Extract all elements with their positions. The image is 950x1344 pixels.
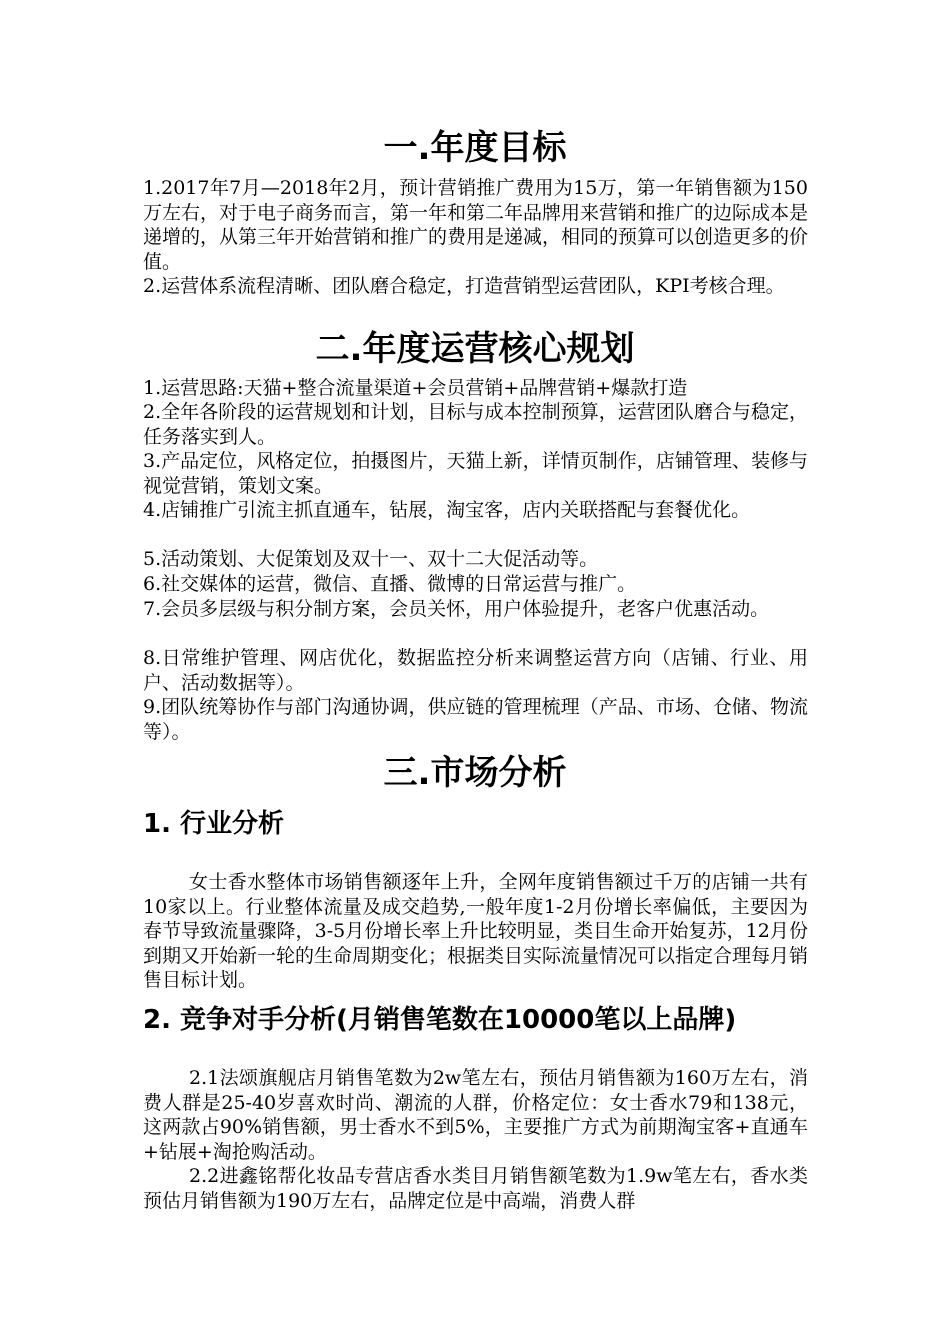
plan-item-1: 1.运营思路:天猫+整合流量渠道+会员营销+品牌营销+爆款打造 bbox=[143, 377, 688, 399]
plan-item-4: 4.店铺推广引流主抓直通车，钻展，淘宝客，店内关联搭配与套餐优化。 bbox=[143, 499, 751, 521]
competitor-paragraph-1: 2.1法颂旗舰店月销售笔数为2w笔左右，预估月销售额为160万左右，消费人群是25-40岁喜欢时尚、潮流的人群，价格定位：女士香水79和138元，这两款占90%销售额，男士香水不到5%，主要推广方式为前期淘宝客+直通车+钻展+淘抢购活动。 bbox=[143, 1067, 808, 1163]
plan-item-6: 6.社交媒体的运营，微信、直播、微博的日常运营与推广。 bbox=[143, 573, 637, 595]
plan-item-5: 5.活动策划、大促策划及双十一、双十二大促活动等。 bbox=[143, 548, 599, 570]
plan-item-3: 3.产品定位，风格定位，拍摄图片，天猫上新，详情页制作，店铺管理、装修与视觉营销，策划文案。 bbox=[143, 450, 808, 497]
plan-item-2: 2.全年各阶段的运营规划和计划，目标与成本控制预算，运营团队磨合与稳定，任务落实到人。 bbox=[143, 401, 808, 448]
industry-analysis-heading: 1. 行业分析 bbox=[143, 809, 285, 839]
plan-item-8: 8.日常维护管理、网店优化，数据监控分析来调整运营方向（店铺、行业、用户、活动数据等）。 bbox=[143, 647, 808, 694]
section-1-title: 一.年度目标 bbox=[383, 128, 567, 168]
goal-paragraph-1: 1.2017年7月—2018年2月，预计营销推广费用为15万，第一年销售额为150万左右，对于电子商务而言，第一年和第二年品牌用来营销和推广的边际成本是递增的，从第三年开始营销和推广的费用是递减，相同的预算可以创造更多的价值。 bbox=[143, 177, 809, 273]
goal-paragraph-2: 2.运营体系流程清晰、团队磨合稳定，打造营销型运营团队，KPI考核合理。 bbox=[143, 275, 785, 297]
plan-item-9: 9.团队统筹协作与部门沟通协调，供应链的管理梳理（产品、市场、仓储、物流等）。 bbox=[143, 696, 808, 743]
section-2-title: 二.年度运营核心规划 bbox=[315, 329, 635, 369]
competitor-paragraph-2: 2.2进鑫铭帮化妆品专营店香水类目月销售额笔数为1.9w笔左右，香水类预估月销售额为190万左右，品牌定位是中高端，消费人群 bbox=[143, 1165, 808, 1212]
competitor-analysis-heading: 2. 竞争对手分析(月销售笔数在10000笔以上品牌) bbox=[143, 1005, 737, 1035]
plan-item-7: 7.会员多层级与积分制方案，会员关怀，用户体验提升，老客户优惠活动。 bbox=[143, 598, 770, 620]
section-3-title: 三.市场分析 bbox=[383, 753, 567, 793]
industry-analysis-text: 女士香水整体市场销售额逐年上升，全网年度销售额过千万的店铺一共有10家以上。行业整体流量及成交趋势,一般年度1-2月份增长率偏低，主要因为春节导致流量骤降，3-5月份增长率上升比较明显，类目生命开始复苏，12月份到期又开始新一轮的生命周期变化；根据类目实际流量情况可以指定合理每月销售目标计划。 bbox=[143, 871, 809, 991]
